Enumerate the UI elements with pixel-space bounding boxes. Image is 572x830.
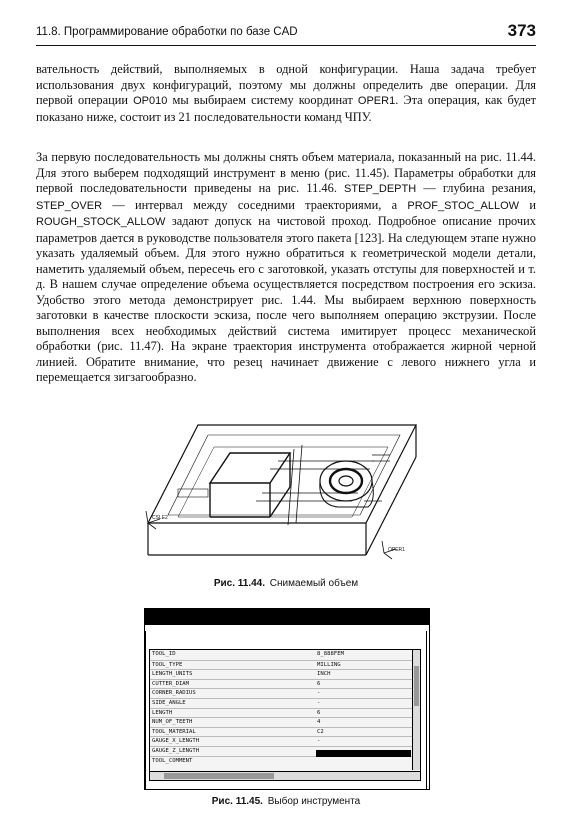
cad-label-left: CSLE2 <box>152 515 168 521</box>
paragraph-1 <box>36 62 536 125</box>
parameter-name: LENGTH_UNITS <box>152 671 193 678</box>
table-row[interactable] <box>150 669 412 679</box>
table-row[interactable] <box>150 717 412 727</box>
figure-11-45-title: Выбор инструмента <box>267 796 361 807</box>
vertical-scrollbar[interactable] <box>412 650 420 770</box>
table-row[interactable] <box>150 679 412 689</box>
parameter-name: TOOL_TYPE <box>152 661 183 668</box>
figure-11-44-title: Снимаемый объем <box>269 578 359 589</box>
parameter-value[interactable]: 8_888FEM <box>317 651 344 657</box>
tool-parameter-table <box>149 649 421 781</box>
vertical-scroll-thumb[interactable] <box>414 666 419 706</box>
cad-removed-volume-figure <box>138 405 423 575</box>
parameter-value[interactable]: 6 <box>317 709 321 716</box>
figure-11-44-caption <box>0 578 572 589</box>
paragraph-2-text-4: и <box>519 197 537 212</box>
figure-11-44-number: Рис. 11.44. <box>213 578 265 589</box>
paragraph-2-text-2: — глубина резания, <box>416 181 536 195</box>
dialog-titlebar <box>145 609 429 625</box>
table-row[interactable] <box>150 660 412 670</box>
paragraph-1-text-2: мы выбираем систему координат <box>167 93 358 107</box>
paragraph-2-text-3: — интервал между соседними траекториями, а <box>102 197 408 212</box>
page-number: 373 <box>507 21 536 40</box>
table-row[interactable] <box>150 698 412 708</box>
figure-11-45-number: Рис. 11.45. <box>211 796 263 807</box>
table-row[interactable] <box>150 756 412 766</box>
parameter-value[interactable]: - <box>317 700 321 706</box>
parameter-value[interactable]: C2 <box>317 728 324 735</box>
parameter-value[interactable]: 6 <box>317 680 321 687</box>
parameter-value[interactable]: - <box>317 690 321 697</box>
tool-comment-field[interactable] <box>316 750 411 757</box>
parameter-name: CORNER_RADIUS <box>152 690 196 697</box>
figure-11-45-caption <box>0 796 572 807</box>
parameter-name: TOOL_COMMENT <box>152 757 193 764</box>
section-title: 11.8. Программирование обработки по базе CAD <box>36 26 298 38</box>
paragraph-1-text-1: вательность действий, выполняемых в одной конфигурации. Наша задача требует использования двух конфигураций, поэтому мы должны определить две операции. Для первой операции <box>36 62 536 107</box>
code-step-depth: STEP_DEPTH <box>344 183 417 195</box>
paragraph-2 <box>36 150 536 386</box>
dialog-right-border <box>426 631 427 789</box>
table-row[interactable] <box>150 650 412 659</box>
tool-selection-dialog <box>144 608 430 790</box>
table-row[interactable] <box>150 688 412 698</box>
code-oper1: OPER1 <box>357 95 396 107</box>
table-row[interactable] <box>150 727 412 737</box>
parameter-name: SIDE_ANGLE <box>152 700 186 706</box>
parameter-value[interactable]: MILLING <box>317 661 341 668</box>
cad-label-right: OPER1 <box>388 547 405 553</box>
code-step-over: STEP_OVER <box>36 199 103 212</box>
paragraph-1-text-3: . Эта операция, как будет показано ниже, состоит из 21 последовательности команд ЧПУ. <box>36 93 536 124</box>
parameter-name: GAUGE_Z_LENGTH <box>152 748 200 754</box>
parameter-value[interactable]: INCH <box>317 671 331 678</box>
paragraph-2-text-5: задают допуск на чистовой проход. Подробное описание прочих параметров дается в руководстве пользователя этого пакета [123]. На следующем этапе нужно указать удаляемый объем. Для этого нужно обратиться к геометрической модели детали, наметить удаляемый объем, пересечь его с заготовкой, указать отступы для поверхностей и т. д. В нашем случае определение объема осуществляется посредством построения его эскиза. Удобство этого метода демонстрирует рис. 1.44. Мы выбираем верхнюю поверхность заготовки в качестве плоскости эскиза, после чего выполняем операцию экструзии. После выполнения всех необходимых действий система имитирует процесс механической обработки (рис. 11.47). На экране траектория инструмента отображается жирной черной линией. Обратите внимание, что резец начинает движение с левого нижнего угла и перемещается зигзагообразно. <box>36 214 536 384</box>
parameter-name: TOOL_MATERIAL <box>152 728 196 735</box>
code-prof-stoc-allow: PROF_STOC_ALLOW <box>407 199 520 212</box>
parameter-name: CUTTER_DIAM <box>152 680 190 687</box>
horizontal-scrollbar[interactable] <box>150 771 420 780</box>
running-header <box>36 23 536 46</box>
paragraph-2-text-1: За первую последовательность мы должны снять объем материала, показанный на рис. 11.44. Для этого выберем подходящий инструмент в меню (рис. 11.45). Параметры обработки для первой последовательности приведены на рис. 11.46. <box>36 150 536 195</box>
table-row[interactable] <box>150 736 412 746</box>
code-rough-stock-allow: ROUGH_STOCK_ALLOW <box>36 216 166 228</box>
parameter-name: LENGTH <box>152 709 173 716</box>
parameter-value[interactable]: - <box>317 738 321 745</box>
parameter-name: NUM_OF_TEETH <box>152 719 193 726</box>
parameter-name: GAUGE_X_LENGTH <box>152 738 200 745</box>
horizontal-scroll-thumb[interactable] <box>164 773 274 779</box>
parameter-name: TOOL_ID <box>152 651 176 657</box>
table-row[interactable] <box>150 708 412 718</box>
parameter-value[interactable]: 4 <box>317 719 321 726</box>
dialog-left-border <box>145 631 146 789</box>
code-op010: OP010 <box>133 95 168 107</box>
